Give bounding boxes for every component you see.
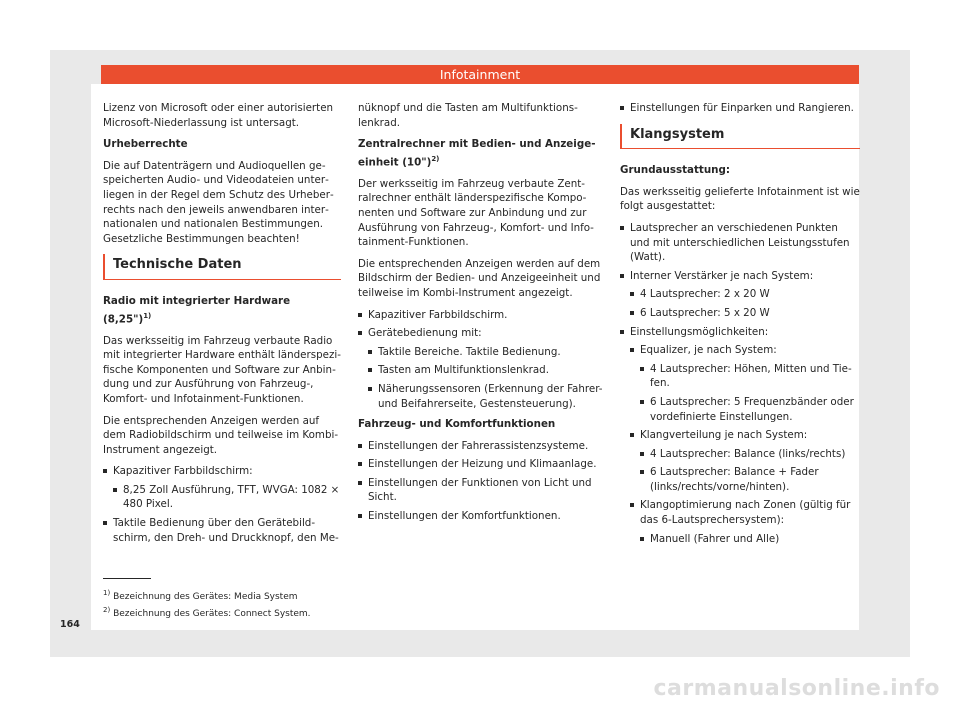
subheading-radio: [103, 294, 341, 327]
list-item-text: Kapazitiver Farbbildschirm:: [113, 465, 253, 478]
paragraph: Die auf Datenträgern und Audioquellen gespeicherten Audio- und Videodateien unterliegen in der Regel dem Schutz des Urheberrechts nach den jeweils anwendbaren internationalen und nationalen Bestimmungen. Gesetzliche Bestimmungen beachten!: [103, 159, 334, 245]
footnote-mark: 2): [103, 606, 111, 614]
list-item: 4 Lautsprecher: Höhen, Mitten und Tiefen.: [640, 362, 860, 391]
list-item: Einstellungen der Komfortfunktionen.: [358, 509, 603, 524]
bullet-list: [620, 101, 860, 116]
list-item: Einstellungen der Fahrerassistenzsysteme.: [358, 439, 603, 454]
list-item: Einstellungen der Funktionen von Licht und Sicht.: [358, 476, 603, 505]
footnote-text: Bezeichnung des Gerätes: Media System: [113, 592, 298, 602]
list-item: 4 Lautsprecher: Balance (links/rechts): [640, 447, 860, 462]
paragraph: Das werksseitig gelieferte Infotainment ist wie folgt ausgestattet:: [620, 185, 860, 213]
list-item-text: Interner Verstärker je nach System:: [630, 269, 814, 282]
list-item: 4 Lautsprecher: 2 x 20 W: [630, 287, 860, 302]
watermark: carmanualsonline.info: [653, 676, 940, 701]
list-item: 6 Lautsprecher: Balance + Fader (links/rechts/vorne/hinten).: [640, 465, 860, 494]
paragraph: Das werksseitig im Fahrzeug verbaute Radio mit integrierter Hardware enthält länderspezifische Komponenten und Software zur Anbindung und zur Ausführung von Fahrzeug-, Komfort- und Infotainment-Funktionen.: [103, 334, 341, 405]
footnote-ref: 2): [431, 154, 440, 163]
bullet-list: [358, 439, 603, 524]
page-number: 164: [60, 619, 80, 630]
bullet-list: [358, 308, 603, 412]
list-item: 6 Lautsprecher: 5 x 20 W: [630, 306, 860, 321]
chapter-header: Infotainment: [101, 65, 859, 84]
list-item: [630, 343, 860, 424]
list-item: Taktile Bereiche. Taktile Bedienung.: [368, 345, 603, 360]
list-item: [358, 326, 603, 411]
bullet-list: [620, 221, 860, 546]
paragraph: Die entsprechenden Anzeigen werden auf dem Radiobildschirm und teilweise im Kombi-Instrument angezeigt.: [103, 414, 339, 456]
bullet-list: [103, 464, 341, 545]
footnote-2: [103, 606, 311, 619]
list-item: Taktile Bedienung über den Gerätebildschirm, den Dreh- und Druckknopf, den Me-: [103, 516, 341, 545]
list-item: Manuell (Fahrer und Alle): [640, 532, 860, 547]
list-item: [630, 498, 860, 546]
list-item: [620, 325, 860, 547]
list-item-text: Gerätebedienung mit:: [368, 327, 482, 340]
list-item: Einstellungen für Einparken und Rangieren.: [620, 101, 860, 116]
list-item-text: Einstellungsmöglichkeiten:: [630, 325, 769, 338]
list-item: Näherungssensoren (Erkennung der Fahrer- und Beifahrerseite, Gestensteuerung).: [368, 382, 603, 411]
section-title-klangsystem: Klangsystem: [620, 124, 860, 150]
subheading-grundausstattung: Grundausstattung:: [620, 164, 730, 177]
paragraph: Lizenz von Microsoft oder einer autorisierten Microsoft-Niederlassung ist untersagt.: [103, 102, 334, 129]
list-item-text: Klangverteilung je nach System:: [640, 429, 808, 442]
column-3: [620, 101, 860, 552]
list-item: Tasten am Multifunktionslenkrad.: [368, 363, 603, 378]
footnote-text: Bezeichnung des Gerätes: Connect System.: [113, 609, 311, 619]
subheading-text: Zentralrechner mit Bedien- und Anzeigeeinheit (10"): [358, 138, 596, 169]
list-item: [630, 428, 860, 494]
column-2: [358, 101, 603, 530]
list-item-text: Equalizer, je nach System:: [640, 344, 777, 357]
section-title-technische-daten: Technische Daten: [103, 254, 341, 280]
subheading-fahrzeugfunktionen: Fahrzeug- und Komfortfunktionen: [358, 418, 556, 431]
list-item: Lautsprecher an verschiedenen Punkten und mit unterschiedlichen Leistungsstufen (Watt).: [620, 221, 860, 265]
footnote-mark: 1): [103, 589, 111, 597]
subheading-zentralrechner: [358, 137, 603, 170]
list-item: 6 Lautsprecher: 5 Frequenzbänder oder vordefinierte Einstellungen.: [640, 395, 860, 424]
list-item: 8,25 Zoll Ausführung, TFT, WVGA: 1082 × 480 Pixel.: [113, 483, 341, 512]
footnote-ref: 1): [143, 311, 152, 320]
paragraph: nüknopf und die Tasten am Multifunktionslenkrad.: [358, 102, 578, 129]
list-item: Einstellungen der Heizung und Klimaanlage.: [358, 457, 603, 472]
list-item: Kapazitiver Farbbildschirm.: [358, 308, 603, 323]
paragraph: Der werksseitig im Fahrzeug verbaute Zentralrechner enthält länderspezifische Komponenten und Software zur Anbindung und zur Ausführung von Fahrzeug-, Komfort- und Infotainment-Funktionen.: [358, 177, 594, 249]
subheading-urheberrechte: Urheberrechte: [103, 138, 188, 151]
paragraph: Die entsprechenden Anzeigen werden auf dem Bildschirm der Bedien- und Anzeigeeinheit und teilweise im Kombi-Instrument angezeigt.: [358, 257, 601, 299]
footnote-1: [103, 589, 298, 602]
list-item: [103, 464, 341, 512]
footnote-divider: [103, 578, 151, 579]
list-item-text: Klangoptimierung nach Zonen (gültig für das 6-Lautsprechersystem):: [640, 499, 851, 527]
subheading-text: Radio mit integrierter Hardware (8,25"): [103, 294, 291, 325]
list-item: [620, 269, 860, 321]
column-1: [103, 101, 341, 551]
